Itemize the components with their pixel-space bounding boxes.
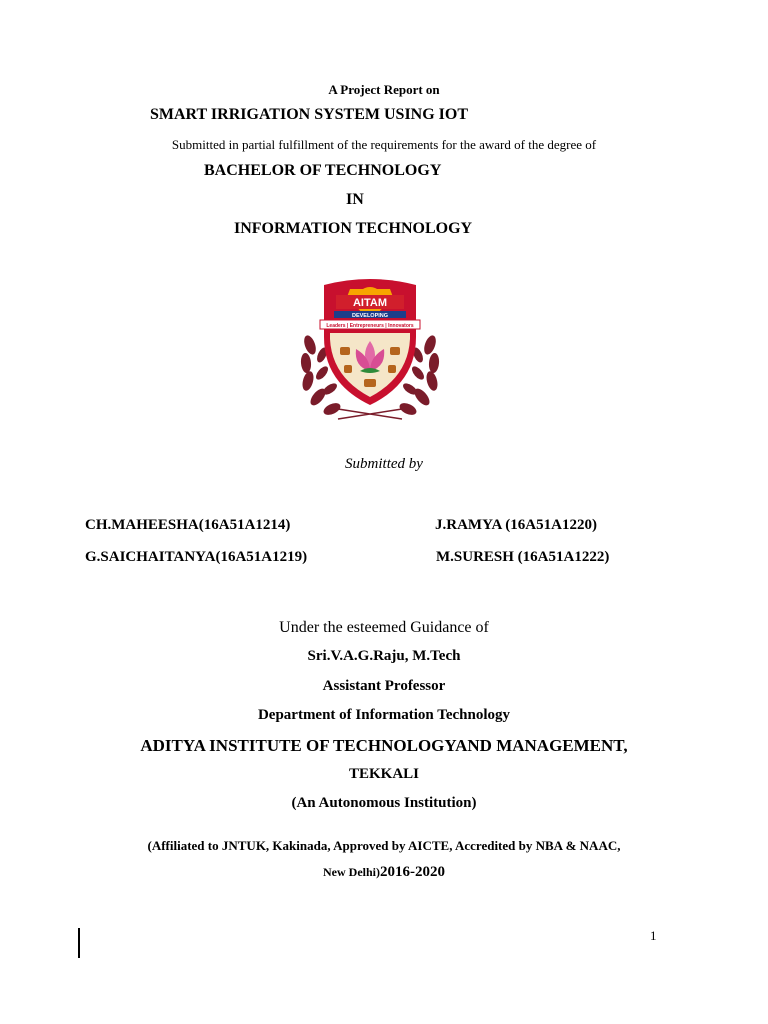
new-delhi: New Delhi)	[323, 865, 380, 879]
institute-name: ADITYA INSTITUTE OF TECHNOLOGYAND MANAGEMENT,	[140, 736, 628, 755]
submission-text: Submitted in partial fulfillment of the requirements for the award of the degree of	[171, 137, 597, 152]
submitted-by-label: Submitted by	[345, 456, 423, 472]
guide-name: Sri.V.A.G.Raju, M.Tech	[307, 648, 461, 664]
svg-text:DEVELOPING: DEVELOPING	[351, 313, 389, 319]
branch-name: INFORMATION TECHNOLOGY	[234, 220, 473, 237]
in-word: IN	[346, 191, 364, 208]
student-name: M.SURESH (16A51A1222)	[436, 549, 610, 565]
guide-title: Assistant Professor	[322, 678, 446, 694]
student-name: CH.MAHEESHA(16A51A1214)	[85, 517, 291, 533]
cursor-bar	[78, 928, 80, 958]
svg-text:Leaders | Entrepreneurs | Inno: Leaders | Entrepreneurs | Innovators	[326, 323, 414, 329]
affiliation-note: (Affiliated to JNTUK, Kakinada, Approved by AICTE, Accredited by NBA & NAAC,	[147, 838, 621, 853]
report-lead: A Project Report on	[328, 82, 440, 97]
project-title: SMART IRRIGATION SYSTEM USING IOT	[150, 106, 469, 123]
autonomous-note: (An Autonomous Institution)	[291, 795, 477, 811]
degree-name: BACHELOR OF TECHNOLOGY	[204, 162, 442, 179]
department-name: Department of Information Technology	[257, 707, 511, 723]
page-number: 1	[650, 928, 657, 943]
affiliation-end	[0, 864, 768, 881]
student-name: G.SAICHAITANYA(16A51A1219)	[85, 549, 308, 565]
aitam-logo	[294, 275, 446, 420]
student-name: J.RAMYA (16A51A1220)	[435, 517, 597, 533]
svg-text:AITAM: AITAM	[352, 297, 388, 309]
institute-city: TEKKALI	[348, 766, 420, 782]
batch-years: 2016-2020	[380, 864, 445, 880]
guidance-label: Under the esteemed Guidance of	[279, 619, 489, 636]
